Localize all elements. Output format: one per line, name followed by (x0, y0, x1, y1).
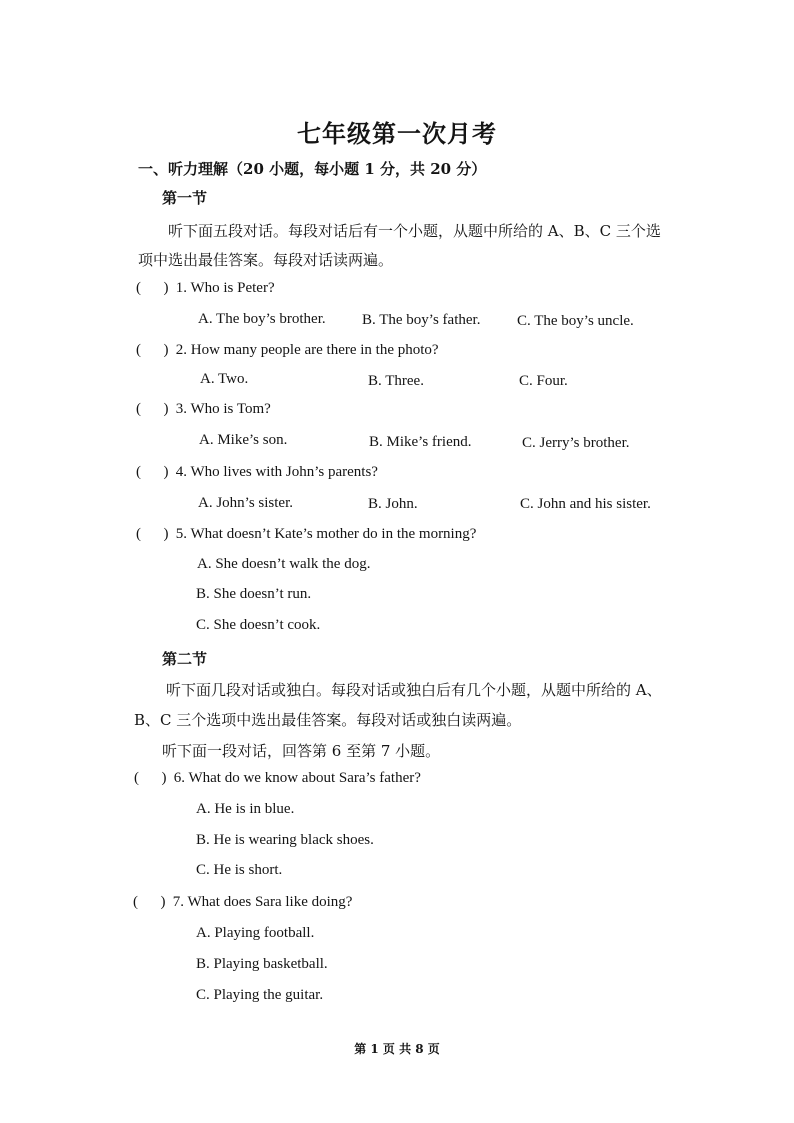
q7-option-c: C. Playing the guitar. (196, 987, 324, 1003)
question-1 (136, 280, 275, 297)
answer-blank[interactable]: ( ) (136, 342, 169, 358)
q2-option-c: C. Four. (519, 373, 568, 389)
question-2 (136, 342, 439, 359)
q6-option-a: A. He is in blue. (196, 801, 295, 817)
q5-option-c: C. She doesn’t cook. (196, 617, 321, 633)
answer-blank[interactable]: ( ) (136, 526, 169, 542)
q6-option-b: B. He is wearing black shoes. (196, 832, 374, 848)
question-7 (133, 894, 352, 911)
answer-blank[interactable]: ( ) (136, 280, 169, 296)
q7-option-b: B. Playing basketball. (196, 956, 328, 972)
q4-option-c: C. John and his sister. (520, 496, 651, 512)
section2-instruction-line2: B、C 三个选项中选出最佳答案。每段对话或独白读两遍。 (134, 711, 522, 729)
question-text: 2. How many people are there in the photo? (175, 342, 439, 358)
section2-instruction-line1: 听下面几段对话或独白。每段对话或独白后有几个小题，从题中所给的 A、 (166, 681, 662, 699)
question-text: 5. What doesn’t Kate’s mother do in the morning? (175, 526, 477, 542)
q2-option-b: B. Three. (368, 373, 424, 389)
question-text: 3. Who is Tom? (175, 401, 271, 417)
q5-option-b: B. She doesn’t run. (196, 586, 312, 602)
question-text: 1. Who is Peter? (175, 280, 275, 296)
question-3 (136, 401, 271, 418)
q4-option-b: B. John. (368, 496, 418, 512)
question-text: 7. What does Sara like doing? (172, 894, 353, 910)
section2-label: 第二节 (162, 650, 208, 668)
answer-blank[interactable]: ( ) (133, 894, 166, 910)
page-number-footer: 第 1 页 共 8 页 (354, 1042, 440, 1056)
q5-option-a: A. She doesn’t walk the dog. (197, 556, 371, 572)
answer-blank[interactable]: ( ) (136, 464, 169, 480)
q2-option-a: A. Two. (200, 371, 249, 387)
section2-sub-instruction: 听下面一段对话，回答第 6 至第 7 小题。 (162, 742, 441, 760)
q3-option-b: B. Mike’s friend. (369, 434, 472, 450)
q3-option-c: C. Jerry’s brother. (522, 435, 630, 451)
page-title: 七年级第一次月考 (297, 119, 497, 148)
section1-instruction-line2: 项中选出最佳答案。每段对话读两遍。 (138, 251, 394, 269)
q3-option-a: A. Mike’s son. (199, 432, 288, 448)
question-5 (136, 526, 476, 543)
q1-option-b: B. The boy’s father. (362, 312, 481, 328)
q1-option-c: C. The boy’s uncle. (517, 313, 634, 329)
answer-blank[interactable]: ( ) (136, 401, 169, 417)
part1-heading: 一、听力理解（20 小题，每小题 1 分，共 20 分） (138, 160, 487, 178)
question-text: 4. Who lives with John’s parents? (175, 464, 378, 480)
question-4 (136, 464, 378, 481)
q6-option-c: C. He is short. (196, 862, 283, 878)
q7-option-a: A. Playing football. (196, 925, 315, 941)
question-6 (134, 770, 421, 787)
q1-option-a: A. The boy’s brother. (198, 311, 326, 327)
q4-option-a: A. John’s sister. (198, 495, 294, 511)
answer-blank[interactable]: ( ) (134, 770, 167, 786)
section1-instruction-line1: 听下面五段对话。每段对话后有一个小题，从题中所给的 A、B、C 三个选 (168, 222, 661, 240)
question-text: 6. What do we know about Sara’s father? (173, 770, 421, 786)
section1-label: 第一节 (162, 189, 208, 207)
